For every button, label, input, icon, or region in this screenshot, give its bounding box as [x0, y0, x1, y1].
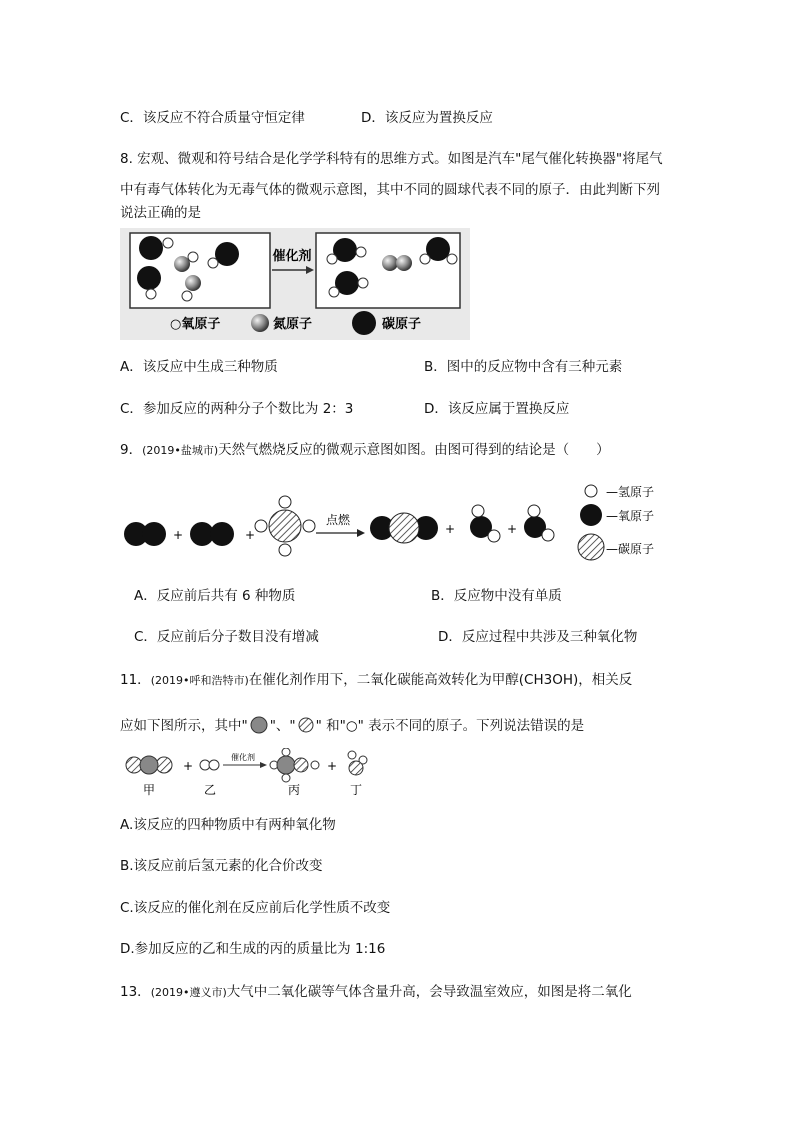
- q9-option-a: A．反应前后共有 6 种物质: [134, 588, 296, 604]
- carbon-atom: [139, 236, 163, 260]
- oxygen-atom: [327, 254, 337, 264]
- legend-carbon-symbol: [352, 311, 376, 335]
- q9-number: 9．: [120, 442, 143, 458]
- legend-oxygen: ○氧原子: [170, 317, 221, 332]
- oxygen-atom: [420, 254, 430, 264]
- hydrogen-atom: [348, 751, 356, 759]
- oxygen-atom: [329, 287, 339, 297]
- q9-option-d: D．反应过程中共涉及三种氧化物: [438, 629, 638, 645]
- q8-option-c: C．参加反应的两种分子个数比为 2：3: [120, 401, 354, 417]
- q7-option-c: C．该反应不符合质量守恒定律: [120, 110, 305, 126]
- nitrogen-atom: [382, 255, 398, 271]
- q11-figure: [120, 748, 380, 804]
- oxygen-atom: [208, 258, 218, 268]
- legend-nitrogen: 氮原子: [273, 317, 313, 332]
- q11-source: (2019•呼和浩特市): [150, 674, 249, 687]
- legend-carbon-symbol: [578, 534, 604, 560]
- q13-stem-text: 大气中二氧化碳等气体含量升高，会导致温室效应，如图是将二氧化: [226, 984, 632, 1000]
- q11-option-b: B.该反应前后氢元素的化合价改变: [120, 858, 323, 874]
- q11-stem-line2: [120, 716, 584, 735]
- q9-option-c: C．反应前后分子数目没有增减: [134, 629, 319, 645]
- arrow-head: [260, 762, 267, 768]
- hydrogen-atom: [255, 520, 267, 532]
- oxygen-atom: [163, 238, 173, 248]
- hatched-atom-icon: [296, 716, 316, 734]
- oxygen-atom: [356, 247, 366, 257]
- legend-hydrogen: —氢原子: [606, 485, 655, 499]
- q8-stem-line2: 中有毒气体转化为无毒气体的微观示意图，其中不同的圆球代表不同的原子．由此判断下列: [120, 182, 660, 198]
- q13-number: 13．: [120, 984, 151, 1000]
- q11-stem-part-a: 应如下图所示，其中": [120, 718, 248, 734]
- legend-nitrogen-symbol: [251, 314, 269, 332]
- oxygen-atom: [447, 254, 457, 264]
- q9-stem-text: 天然气燃烧反应的微观示意图如图。由图可得到的结论是（ ）: [218, 442, 610, 458]
- plus-sign: +: [506, 522, 518, 536]
- gray-atom: [277, 756, 295, 774]
- q9-figure: [120, 478, 680, 572]
- legend-carbon: 碳原子: [382, 317, 422, 332]
- hydrogen-atom: [303, 520, 315, 532]
- nitrogen-atom: [396, 255, 412, 271]
- plus-sign: +: [444, 522, 456, 536]
- hatched-atom: [349, 761, 363, 775]
- hydrogen-atom: [472, 505, 484, 517]
- legend-oxygen-symbol: [580, 504, 602, 526]
- oxygen-atom: [146, 289, 156, 299]
- q11-stem-text: 在催化剂作用下，二氧化碳能高效转化为甲醇(CH3OH)，相关反: [248, 672, 633, 688]
- label-yi: 乙: [203, 783, 217, 797]
- plus-sign: +: [172, 528, 184, 542]
- oxygen-atom: [142, 522, 166, 546]
- oxygen-atom: [358, 278, 368, 288]
- plus-sign: +: [244, 528, 256, 542]
- nitrogen-atom: [185, 275, 201, 291]
- hatched-atom: [294, 758, 308, 772]
- carbon-atom: [269, 510, 301, 542]
- q8-option-d: D．该反应属于置换反应: [424, 401, 570, 417]
- q13-source: (2019•遵义市): [150, 986, 227, 999]
- oxygen-atom: [188, 252, 198, 262]
- plus-sign: +: [326, 759, 338, 773]
- label-ding: 丁: [349, 783, 363, 797]
- hydrogen-atom: [542, 529, 554, 541]
- gray-atom: [140, 756, 158, 774]
- catalyst-label: 催化剂: [231, 753, 255, 762]
- label-bing: 丙: [287, 783, 301, 797]
- plus-sign: +: [182, 759, 194, 773]
- q11-stem-part-b: "、": [269, 718, 296, 734]
- hydrogen-atom: [282, 748, 290, 756]
- catalyst-label: 催化剂: [272, 249, 312, 264]
- q8-option-a: A．该反应中生成三种物质: [120, 359, 278, 375]
- q11-option-c: C.该反应的催化剂在反应前后化学性质不改变: [120, 900, 391, 916]
- legend-carbon: —碳原子: [606, 542, 655, 556]
- carbon-atom: [215, 242, 239, 266]
- oxygen-atom: [182, 291, 192, 301]
- carbon-atom: [389, 513, 419, 543]
- arrow-head: [357, 529, 365, 537]
- ignite-label: 点燃: [325, 513, 351, 527]
- legend-oxygen: —氧原子: [606, 509, 655, 523]
- q8-figure: [120, 228, 470, 344]
- q9-stem: [120, 441, 610, 460]
- q8-stem-line3: 说法正确的是: [120, 205, 201, 221]
- carbon-atom: [137, 266, 161, 290]
- q7-option-d: D．该反应为置换反应: [361, 110, 493, 126]
- q11-stem-line1: [120, 671, 632, 690]
- q11-number: 11．: [120, 672, 151, 688]
- hydrogen-atom: [528, 505, 540, 517]
- hydrogen-atom: [282, 774, 290, 782]
- q8-stem-line1: 8. 宏观、微观和符号结合是化学学科特有的思维方式。如图是汽车"尾气催化转换器"将尾气: [120, 151, 663, 167]
- label-jia: 甲: [142, 783, 156, 797]
- q9-source: (2019•盐城市): [142, 444, 219, 457]
- q13-stem: [120, 983, 632, 1002]
- hydrogen-atom: [209, 760, 219, 770]
- q11-option-d: D.参加反应的乙和生成的丙的质量比为 1:16: [120, 941, 386, 957]
- nitrogen-atom: [174, 256, 190, 272]
- q8-option-b: B．图中的反应物中含有三种元素: [424, 359, 623, 375]
- legend-hydrogen-symbol: [585, 485, 597, 497]
- hydrogen-atom: [488, 530, 500, 542]
- q9-option-b: B．反应物中没有单质: [431, 588, 562, 604]
- gray-atom-icon: [248, 716, 270, 734]
- oxygen-atom: [210, 522, 234, 546]
- q11-option-a: A.该反应的四种物质中有两种氧化物: [120, 817, 336, 833]
- q11-stem-part-c: " 和"○" 表示不同的原子。下列说法错误的是: [315, 718, 585, 734]
- hydrogen-atom: [279, 496, 291, 508]
- hydrogen-atom: [279, 544, 291, 556]
- hydrogen-atom: [311, 761, 319, 769]
